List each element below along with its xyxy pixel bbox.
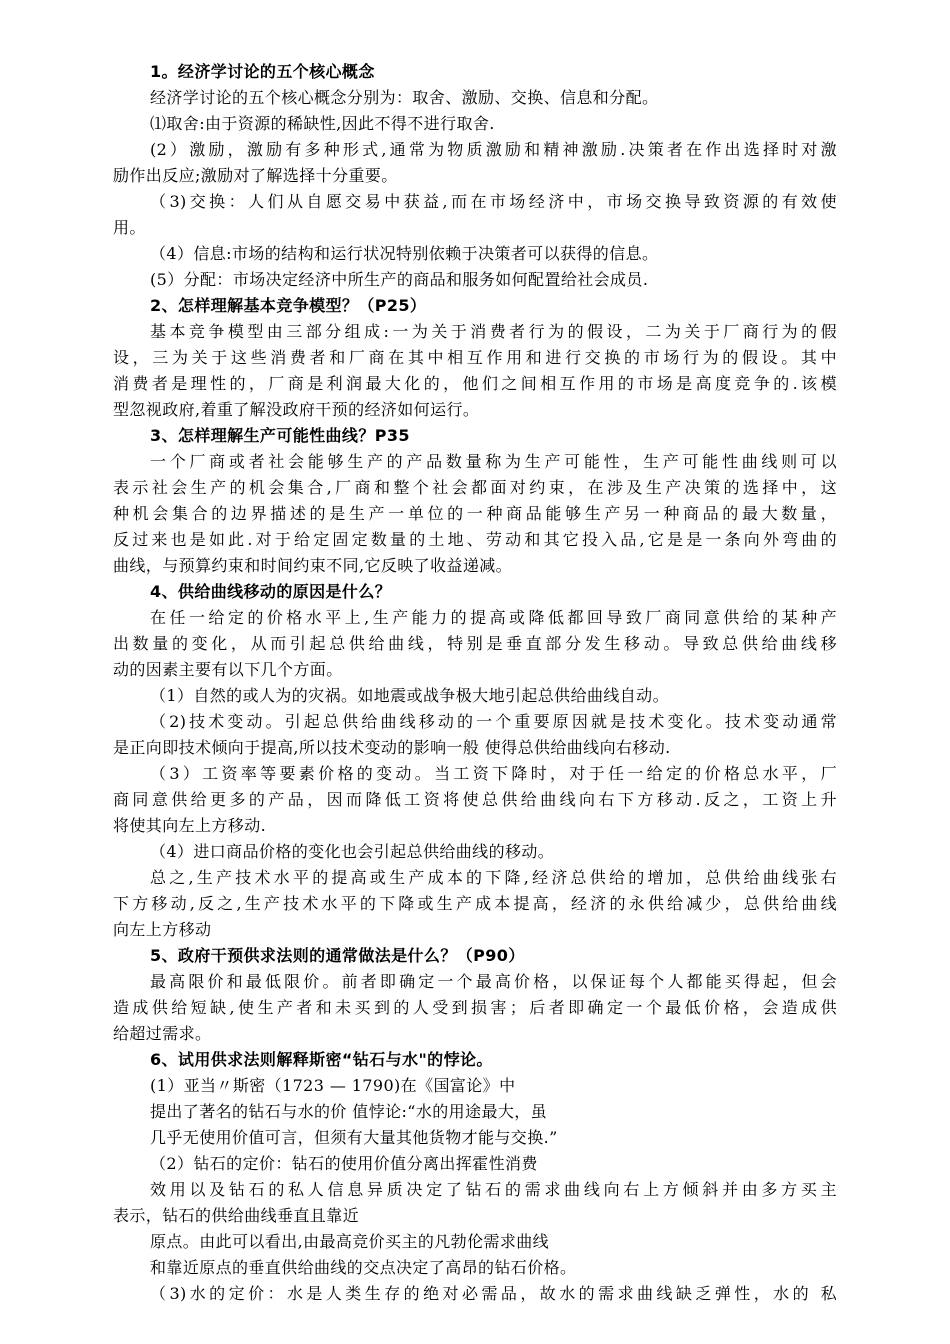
text-line: 基本竞争模型由三部分组成:一为关于消费者行为的假设，二为关于厂商行为的假 <box>150 322 837 341</box>
text-line: （4）信息:市场的结构和运行状况特别依赖于决策者可以获得的信息。 <box>150 244 659 263</box>
text-line: 几乎无使用价值可言，但须有大量其他货物才能与交换.” <box>150 1128 558 1147</box>
text-line: 给超过需求。 <box>113 1024 212 1043</box>
text-line: 反过来也是如此.对于给定固定数量的土地、劳动和其它投入品,它是是一条向外弯曲的 <box>113 530 837 549</box>
text-line: 和靠近原点的垂直供给曲线的交点决定了高昂的钻石价格。 <box>150 1258 577 1277</box>
text-line: (2）激励，激励有多种形式,通常为物质激励和精神激励.决策者在作出选择时对激 <box>150 140 837 159</box>
section-heading: 1。经济学讨论的五个核心概念 <box>150 62 375 81</box>
text-line: 将使其向左上方移动. <box>113 816 267 835</box>
text-line: 是正向即技术倾向于提高,所以技术变动的影响一般 使得总供给曲线向右移动. <box>113 738 671 757</box>
text-line: 向左上方移动 <box>113 920 212 939</box>
text-line: 消费者是理性的，厂商是利润最大化的，他们之间相互作用的市场是高度竞争的.该模 <box>113 374 837 393</box>
text-line: 原点。由此可以看出,由最高竞价买主的凡勃伦需求曲线 <box>150 1232 550 1251</box>
section-heading: 2、怎样理解基本竞争模型？（P25） <box>150 296 427 315</box>
text-line: 最高限价和最低限价。前者即确定一个最高价格，以保证每个人都能买得起，但会 <box>150 972 837 991</box>
text-line: 表示社会生产的机会集合,厂商和整个社会都面对约束，在涉及生产决策的选择中，这 <box>113 478 837 497</box>
text-line: 造成供给短缺,使生产者和未买到的人受到损害；后者即确定一个最低价格，会造成供 <box>113 998 837 1017</box>
text-line: 设，三为关于这些消费者和厂商在其中相互作用和进行交换的市场行为的假设。其中 <box>113 348 837 367</box>
text-line: 在任一给定的价格水平上,生产能力的提高或降低都回导致厂商同意供给的某种产 <box>150 608 837 627</box>
text-line: 曲线，与预算约束和时间约束不同,它反映了收益递减。 <box>113 556 513 575</box>
text-line: （2)技术变动。引起总供给曲线移动的一个重要原因就是技术变化。技术变动通常 <box>150 712 837 731</box>
section-heading: 4、供给曲线移动的原因是什么？ <box>150 582 392 601</box>
text-line: (5）分配：市场决定经济中所生产的商品和服务如何配置给社会成员. <box>150 270 649 289</box>
section-heading: 6、试用供求法则解释斯密“钻石与水"的悖论。 <box>150 1050 493 1069</box>
text-line: 下方移动,反之,生产技术水平的下降或生产成本提高，经济的永供给减少，总供给曲线 <box>113 894 837 913</box>
text-line: ⑴取舍:由于资源的稀缺性,因此不得不进行取舍. <box>150 114 495 133</box>
text-line: 动的因素主要有以下几个方面。 <box>113 660 343 679</box>
text-line: 经济学讨论的五个核心概念分别为：取舍、激励、交换、信息和分配。 <box>150 88 659 107</box>
section-heading: 5、政府干预供求法则的通常做法是什么？（P90） <box>150 946 525 965</box>
text-line: 总之,生产技术水平的提高或生产成本的下降,经济总供给的增加，总供给曲线张右 <box>150 868 837 887</box>
text-line: 商同意供给更多的产品，因而降低工资将使总供给曲线向右下方移动.反之，工资上升 <box>113 790 837 809</box>
text-line: (1）亚当〃斯密（1723 — 1790)在《国富论》中 <box>150 1076 516 1095</box>
text-line: （3)交换：人们从自愿交易中获益,而在市场经济中，市场交换导致资源的有效使 <box>150 192 837 211</box>
text-line: 励作出反应;激励对了解选择十分重要。 <box>113 166 398 185</box>
text-line: 用。 <box>113 218 146 237</box>
text-line: （1）自然的或人为的灾祸。如地震或战争极大地引起总供给曲线自动。 <box>150 686 669 705</box>
text-line: 效用以及钻石的私人信息异质决定了钻石的需求曲线向右上方倾斜并由多方买主 <box>150 1180 837 1199</box>
section-heading: 3、怎样理解生产可能性曲线？P35 <box>150 426 410 445</box>
text-line: 型忽视政府,着重了解没政府干预的经济如何运行。 <box>113 400 480 419</box>
text-line: （3）工资率等要素价格的变动。当工资下降时，对于任一给定的价格总水平，厂 <box>150 764 837 783</box>
text-line: 一个厂商或者社会能够生产的产品数量称为生产可能性，生产可能性曲线则可以 <box>150 452 837 471</box>
text-line: （3)水的定价：水是人类生存的绝对必需品，故水的需求曲线缺乏弹性，水的 私 <box>150 1284 837 1303</box>
text-line: 表示，钻石的供给曲线垂直且靠近 <box>113 1206 360 1225</box>
text-line: （4）进口商品价格的变化也会引起总供给曲线的移动。 <box>150 842 555 861</box>
text-line: 出数量的变化，从而引起总供给曲线，特别是垂直部分发生移动。导致总供给曲线移 <box>113 634 837 653</box>
text-line: （2）钻石的定价：钻石的使用价值分离出挥霍性消费 <box>150 1154 538 1173</box>
text-line: 种机会集合的边界描述的是生产一单位的一种商品能够生产另一种商品的最大数量， <box>113 504 837 523</box>
text-line: 提出了著名的钻石与水的价 值悖论:“水的用途最大，虽 <box>150 1102 548 1121</box>
